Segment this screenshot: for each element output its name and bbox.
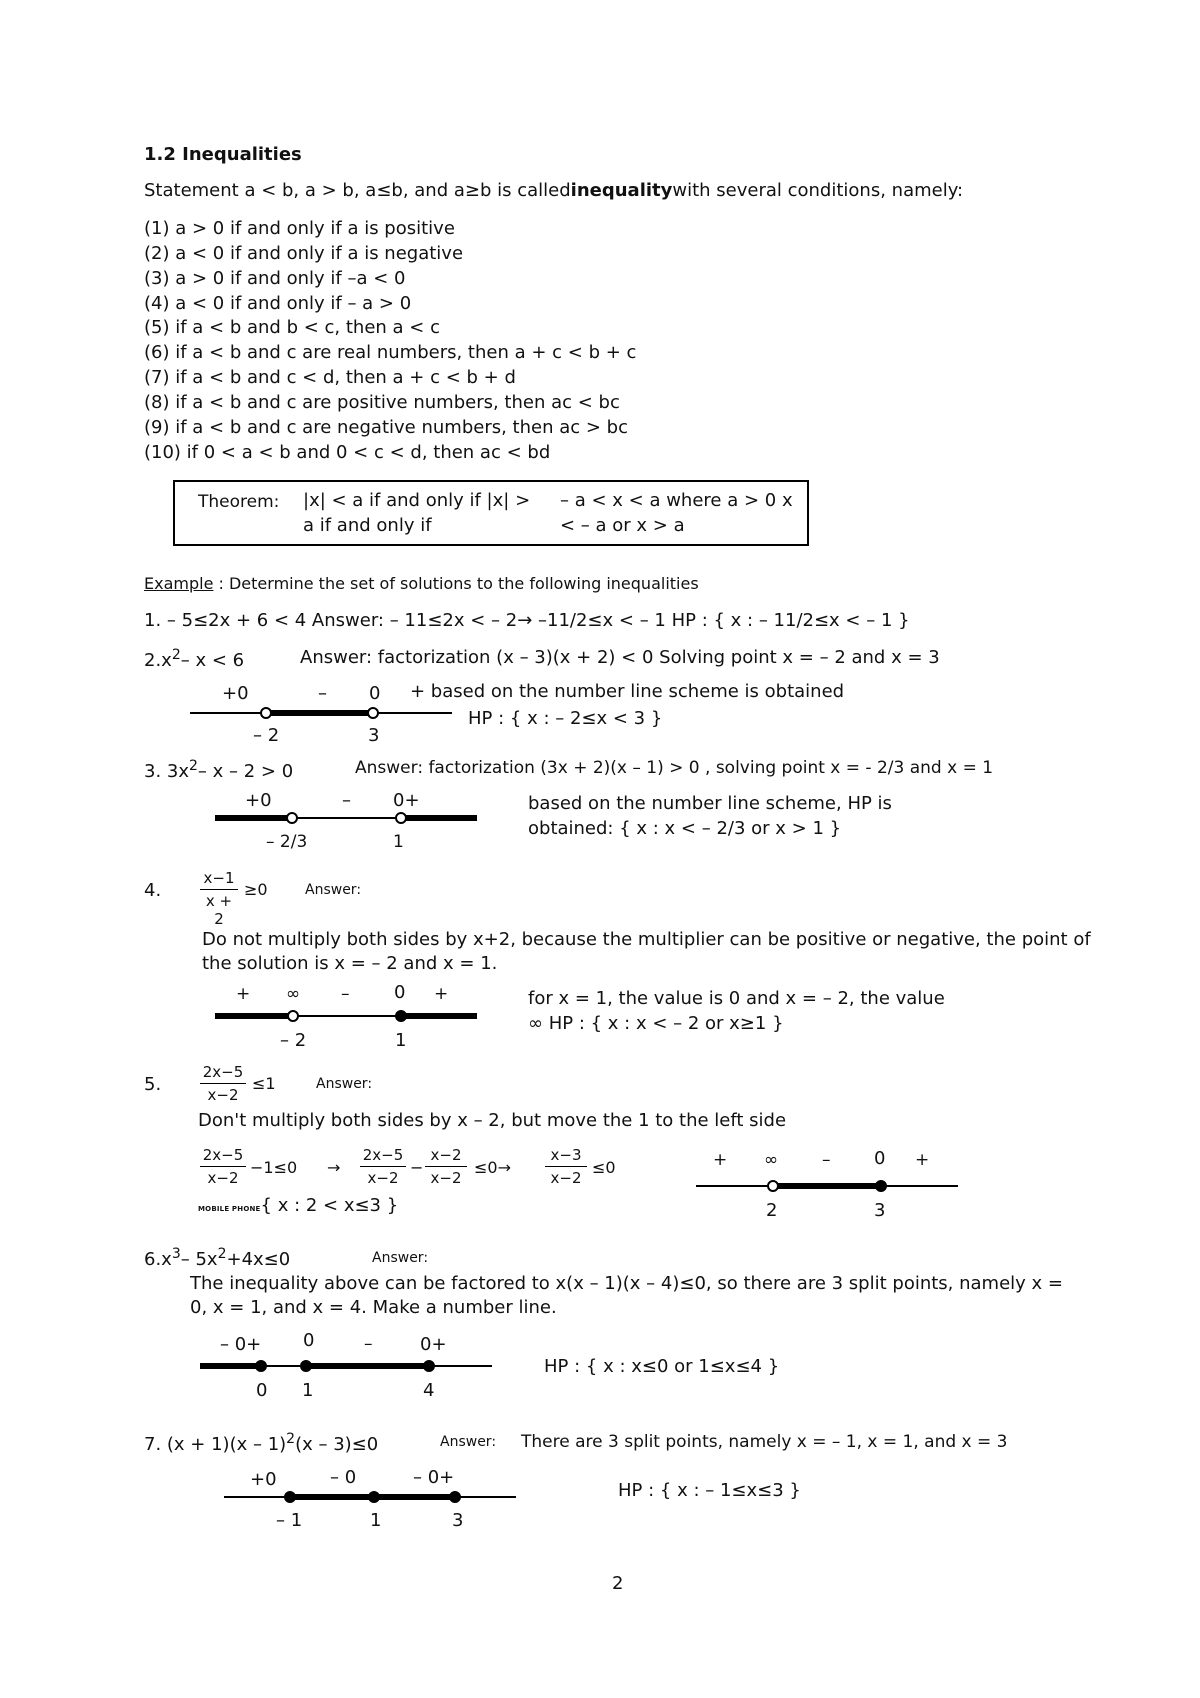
ex7-pre: 7. (x + 1)(x – 1) xyxy=(144,1434,287,1455)
ex2-sign-1: +0 xyxy=(222,683,249,704)
ex6-exponent-2: 2 xyxy=(217,1246,227,1262)
ex3-open-point xyxy=(287,813,297,823)
ex5-fraction xyxy=(200,1063,246,1104)
ex4-point-2: 1 xyxy=(395,1030,407,1051)
ex6-sign-4: 0+ xyxy=(420,1334,447,1355)
ex7-closed-point xyxy=(369,1492,380,1503)
ex3-result-line2: obtained: { x : x < – 2/3 or x > 1 } xyxy=(528,818,842,839)
ex5-step2a-bar xyxy=(360,1166,406,1167)
ex3-sign-2: – xyxy=(342,790,351,811)
ex3-point-2: 1 xyxy=(393,832,404,852)
ex5-arrow: → xyxy=(327,1158,341,1177)
condition-10: (10) if 0 < a < b and 0 < c < d, then ac < bd xyxy=(144,442,551,463)
example-heading xyxy=(144,574,699,593)
ex3-pre: 3. 3x xyxy=(144,761,189,782)
ex5-minus: − xyxy=(410,1158,424,1177)
ex6-hp: HP : { x : x≤0 or 1≤x≤4 } xyxy=(544,1356,780,1377)
theorem-label: Theorem: xyxy=(198,492,280,512)
ex7-hp: HP : { x : – 1≤x≤3 } xyxy=(618,1480,801,1501)
intro-paragraph xyxy=(144,180,963,201)
ex5-step1-numerator: 2x−5 xyxy=(202,1146,244,1164)
ex3-sign-3: 0+ xyxy=(393,790,420,811)
ex5-sign-2: ∞ xyxy=(764,1150,779,1170)
ex2-sign-2: – xyxy=(318,683,327,704)
ex5-point-1: 2 xyxy=(766,1200,778,1221)
example-3-problem xyxy=(144,758,293,782)
ex5-number: 5. xyxy=(144,1074,162,1095)
ex5-step2a-fraction xyxy=(360,1146,406,1187)
ex6-sign-1: – 0+ xyxy=(220,1334,262,1355)
example-7-problem xyxy=(144,1431,378,1455)
theorem-line2a: a if and only if xyxy=(303,515,432,536)
condition-5: (5) if a < b and b < c, then a < c xyxy=(144,317,440,338)
ex6-mid: – 5x xyxy=(180,1249,218,1270)
ex3-open-point xyxy=(396,813,406,823)
ex7-point-1: – 1 xyxy=(276,1510,303,1531)
ex7-exponent: 2 xyxy=(286,1431,296,1447)
example-text: : Determine the set of solutions to the following inequalities xyxy=(213,574,699,593)
ex4-sign-2: ∞ xyxy=(286,984,301,1004)
ex5-step3-fraction xyxy=(545,1146,587,1187)
ex4-result-line1: for x = 1, the value is 0 and x = – 2, the value xyxy=(528,988,945,1009)
ex5-hp: { x : 2 < x≤3 } xyxy=(260,1195,399,1216)
ex6-post: +4x≤0 xyxy=(226,1249,291,1270)
condition-9: (9) if a < b and c are negative numbers, then ac > bc xyxy=(144,417,628,438)
condition-1: (1) a > 0 if and only if a is positive xyxy=(144,218,455,239)
ex5-fraction-bar xyxy=(200,1083,246,1084)
ex6-closed-point xyxy=(424,1361,435,1372)
ex3-point-1: – 2/3 xyxy=(266,832,308,852)
ex3-number-line xyxy=(215,808,480,828)
ex6-sign-2: 0 xyxy=(303,1330,315,1351)
ex5-sign-3: – xyxy=(822,1150,831,1170)
ex4-closed-point xyxy=(396,1011,407,1022)
ex5-step1-denominator: x−2 xyxy=(207,1169,239,1187)
ex7-post: (x – 3)≤0 xyxy=(295,1434,379,1455)
ex2-post: – x < 6 xyxy=(180,650,245,671)
condition-2: (2) a < 0 if and only if a is negative xyxy=(144,243,464,264)
theorem-line1a: |x| < a if and only if |x| > xyxy=(303,490,531,511)
ex6-point-3: 4 xyxy=(423,1380,435,1401)
theorem-line2b: < – a or x > a xyxy=(560,515,685,536)
ex2-exponent: 2 xyxy=(171,647,181,663)
ex7-sign-3: – 0+ xyxy=(413,1467,455,1488)
ex7-answer-text: There are 3 split points, namely x = – 1, x = 1, and x = 3 xyxy=(521,1432,1008,1452)
ex5-open-point xyxy=(768,1181,778,1191)
ex6-pre: 6.x xyxy=(144,1249,172,1270)
ex7-point-3: 3 xyxy=(452,1510,464,1531)
ex6-explain-line2: 0, x = 1, and x = 4. Make a number line. xyxy=(190,1297,557,1318)
example-3-answer: Answer: factorization (3x + 2)(x – 1) > 0 , solving point x = - 2/3 and x = 1 xyxy=(355,758,994,778)
ex5-relation: ≤1 xyxy=(252,1074,276,1093)
condition-8: (8) if a < b and c are positive numbers, then ac < bc xyxy=(144,392,620,413)
example-2-answer: Answer: factorization (x – 3)(x + 2) < 0 Solving point x = – 2 and x = 3 xyxy=(300,647,940,668)
ex6-number-line xyxy=(200,1356,495,1376)
condition-6: (6) if a < b and c are real numbers, then a + c < b + c xyxy=(144,342,637,363)
ex6-point-2: 1 xyxy=(302,1380,314,1401)
ex2-after-sign: + based on the number line scheme is obtained xyxy=(410,681,845,702)
ex5-step2-rest: ≤0→ xyxy=(474,1158,511,1177)
ex5-tiny-label: MOBILE PHONE xyxy=(198,1205,261,1213)
ex2-open-point xyxy=(368,708,378,718)
ex4-result-line2: ∞ HP : { x : x < – 2 or x≥1 } xyxy=(528,1013,784,1034)
ex7-number-line xyxy=(224,1487,519,1507)
ex5-step3-bar xyxy=(545,1166,587,1167)
ex6-exponent-1: 3 xyxy=(171,1246,181,1262)
ex5-sign-1: + xyxy=(713,1150,728,1170)
condition-4: (4) a < 0 if and only if – a > 0 xyxy=(144,293,412,314)
ex4-answer-label: Answer: xyxy=(305,882,362,898)
ex2-number-line xyxy=(190,703,455,723)
ex5-step1-rest: −1≤0 xyxy=(250,1158,298,1177)
ex5-numerator: 2x−5 xyxy=(202,1063,244,1081)
ex5-step2b-bar xyxy=(425,1166,467,1167)
ex5-step3-numerator: x−3 xyxy=(550,1146,582,1164)
ex4-explain-line2: the solution is x = – 2 and x = 1. xyxy=(202,953,498,974)
ex5-denominator: x−2 xyxy=(207,1086,239,1104)
theorem-line1b: – a < x < a where a > 0 x xyxy=(560,490,793,511)
ex6-answer-label: Answer: xyxy=(372,1250,429,1266)
ex4-relation: ≥0 xyxy=(244,880,268,899)
ex5-step1-bar xyxy=(200,1166,246,1167)
section-heading: 1.2 Inequalities xyxy=(144,144,302,165)
ex5-closed-point xyxy=(876,1181,887,1192)
ex4-sign-4: 0 xyxy=(394,982,406,1003)
ex5-step2b-denominator: x−2 xyxy=(430,1169,462,1187)
ex2-open-point xyxy=(261,708,271,718)
ex5-step2b-fraction xyxy=(425,1146,467,1187)
ex7-answer-label: Answer: xyxy=(440,1434,497,1450)
ex3-sign-1: +0 xyxy=(245,790,272,811)
intro-before: Statement a < b, a > b, a≤b, and a≥b is called xyxy=(144,180,571,201)
condition-7: (7) if a < b and c < d, then a + c < b + d xyxy=(144,367,516,388)
ex6-point-1: 0 xyxy=(256,1380,268,1401)
ex2-point-1: – 2 xyxy=(253,725,280,746)
ex4-sign-5: + xyxy=(434,984,449,1004)
ex5-step3-rest: ≤0 xyxy=(592,1158,616,1177)
ex6-sign-3: – xyxy=(364,1334,373,1354)
ex7-sign-1: +0 xyxy=(250,1469,277,1490)
page-number: 2 xyxy=(612,1573,624,1594)
ex2-hp: HP : { x : – 2≤x < 3 } xyxy=(468,708,663,729)
ex4-open-point xyxy=(288,1011,298,1021)
ex5-number-line xyxy=(696,1176,961,1196)
ex5-answer-label: Answer: xyxy=(316,1076,373,1092)
ex5-step2b-numerator: x−2 xyxy=(430,1146,462,1164)
ex4-fraction-bar xyxy=(200,889,238,890)
ex7-sign-2: – 0 xyxy=(330,1467,357,1488)
ex4-numerator: x−1 xyxy=(203,869,235,887)
ex4-number-line xyxy=(215,1006,480,1026)
ex6-closed-point xyxy=(256,1361,267,1372)
condition-3: (3) a > 0 if and only if –a < 0 xyxy=(144,268,406,289)
ex6-closed-point xyxy=(301,1361,312,1372)
ex4-sign-3: – xyxy=(341,984,350,1004)
ex3-exponent: 2 xyxy=(189,758,198,774)
ex5-step3-denominator: x−2 xyxy=(550,1169,582,1187)
ex5-sign-5: + xyxy=(915,1150,930,1170)
intro-after: with several conditions, namely: xyxy=(672,180,964,201)
example-label: Example xyxy=(144,574,214,593)
ex5-hp-line xyxy=(198,1195,398,1216)
ex4-denominator: x + 2 xyxy=(205,892,233,928)
ex7-point-2: 1 xyxy=(370,1510,382,1531)
ex3-post: – x – 2 > 0 xyxy=(197,761,294,782)
ex5-step1-fraction xyxy=(200,1146,246,1187)
ex3-result-line1: based on the number line scheme, HP is xyxy=(528,793,892,814)
ex7-closed-point xyxy=(450,1492,461,1503)
ex4-explain-line1: Do not multiply both sides by x+2, because the multiplier can be positive or negative, the point of xyxy=(202,929,1091,950)
ex5-sign-4: 0 xyxy=(874,1148,886,1169)
ex5-step2a-denominator: x−2 xyxy=(367,1169,399,1187)
intro-keyword: inequality xyxy=(570,180,673,201)
ex4-sign-1: + xyxy=(236,984,251,1004)
ex5-explain: Don't multiply both sides by x – 2, but move the 1 to the left side xyxy=(198,1110,787,1131)
ex4-number: 4. xyxy=(144,880,162,901)
example-1: 1. – 5≤2x + 6 < 4 Answer: – 11≤2x < – 2→ –11/2≤x < – 1 HP : { x : – 11/2≤x < – 1 } xyxy=(144,610,910,631)
example-6-problem xyxy=(144,1246,290,1270)
ex5-step2a-numerator: 2x−5 xyxy=(362,1146,404,1164)
ex2-pre: 2.x xyxy=(144,650,172,671)
ex4-fraction xyxy=(200,869,238,928)
ex2-point-2: 3 xyxy=(368,725,380,746)
ex5-point-2: 3 xyxy=(874,1200,886,1221)
ex4-point-1: – 2 xyxy=(280,1030,307,1051)
ex2-sign-3: 0 xyxy=(369,683,381,704)
ex6-explain-line1: The inequality above can be factored to x(x – 1)(x – 4)≤0, so there are 3 split points, namely x = xyxy=(190,1273,1063,1294)
example-2-problem xyxy=(144,647,244,671)
ex7-closed-point xyxy=(285,1492,296,1503)
